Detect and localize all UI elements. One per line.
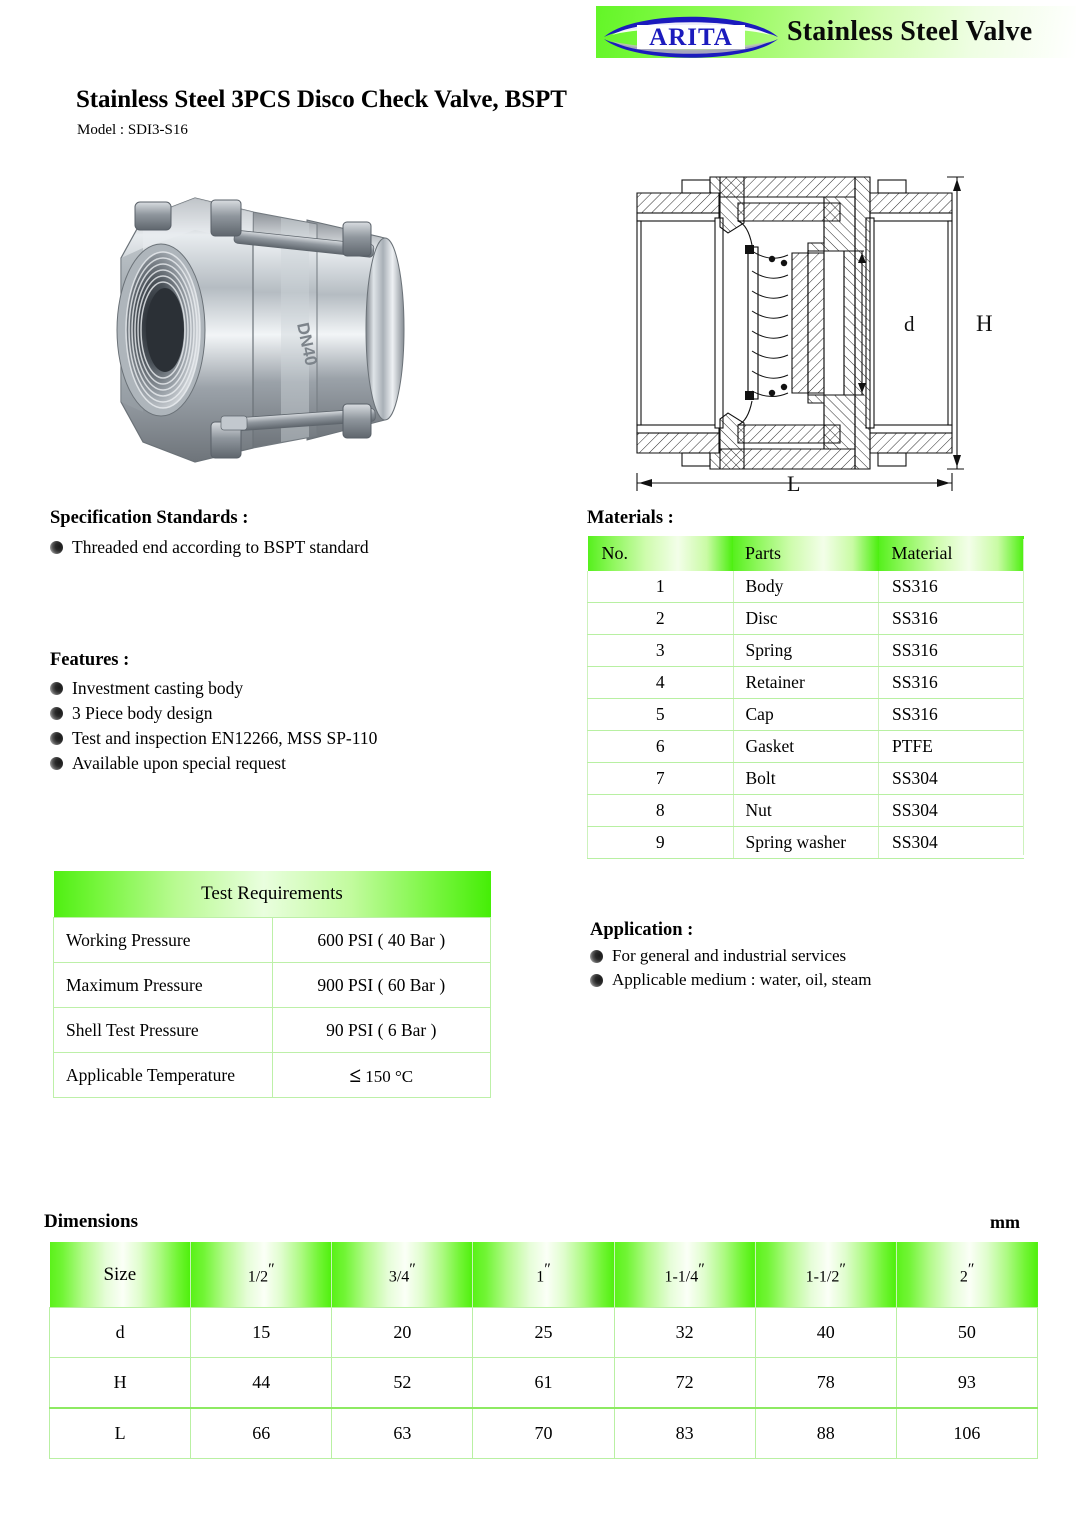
cell-no: 5 bbox=[588, 699, 734, 731]
cell-label: Shell Test Pressure bbox=[54, 1008, 273, 1053]
cell-no: 8 bbox=[588, 795, 734, 827]
cell-part: Retainer bbox=[733, 667, 879, 699]
cell-part: Spring washer bbox=[733, 827, 879, 859]
valve-body-marking: DN40 bbox=[293, 320, 321, 368]
table-header-row bbox=[54, 871, 491, 918]
test-requirements-heading: Test Requirements bbox=[54, 871, 491, 918]
cell-no: 9 bbox=[588, 827, 734, 859]
cell-material: SS316 bbox=[879, 571, 1025, 603]
materials-table-right-border bbox=[1023, 539, 1024, 855]
row-label-d: d bbox=[50, 1308, 191, 1358]
page-header bbox=[0, 0, 1076, 63]
row-label-l: L bbox=[50, 1408, 191, 1459]
cell-part: Spring bbox=[733, 635, 879, 667]
table-row bbox=[54, 963, 491, 1008]
table-row bbox=[588, 731, 1025, 763]
application-heading: Application : bbox=[590, 920, 694, 940]
inch-mark: ″ bbox=[409, 1261, 416, 1279]
dimension-label-h: H bbox=[976, 311, 993, 336]
arita-logo bbox=[600, 6, 782, 60]
inch-mark: ″ bbox=[698, 1261, 705, 1279]
specification-standards-item: Threaded end according to BSPT standard bbox=[72, 537, 369, 557]
column-header-size-1-2 bbox=[191, 1242, 332, 1308]
cell-label: Applicable Temperature bbox=[54, 1053, 273, 1098]
cell-label: Working Pressure bbox=[54, 918, 273, 963]
features-item: Test and inspection EN12266, MSS SP-110 bbox=[72, 728, 378, 748]
cell-part: Gasket bbox=[733, 731, 879, 763]
features-section bbox=[50, 650, 377, 776]
list-item bbox=[50, 701, 377, 726]
application-item: For general and industrial services bbox=[612, 946, 847, 965]
test-requirements-section bbox=[53, 871, 491, 1098]
column-header-size: Size bbox=[50, 1242, 191, 1308]
application-item: Applicable medium : water, oil, steam bbox=[612, 970, 872, 989]
table-row bbox=[588, 571, 1025, 603]
cell-part: Nut bbox=[733, 795, 879, 827]
inch-mark: ″ bbox=[967, 1261, 975, 1279]
cell-l: 66 bbox=[191, 1408, 332, 1459]
cell-l: 106 bbox=[896, 1408, 1037, 1459]
table-row bbox=[588, 603, 1025, 635]
cell-l: 83 bbox=[614, 1408, 755, 1459]
cell-material: SS316 bbox=[879, 603, 1025, 635]
model-number: Model : SDI3-S16 bbox=[77, 122, 188, 138]
cell-d: 50 bbox=[896, 1308, 1037, 1358]
cell-h: 93 bbox=[896, 1358, 1037, 1409]
inch-mark: ″ bbox=[839, 1261, 846, 1279]
header-banner-title: Stainless Steel Valve bbox=[787, 16, 1033, 47]
cell-d: 25 bbox=[473, 1308, 614, 1358]
list-item bbox=[590, 944, 871, 968]
column-header-parts: Parts bbox=[733, 536, 879, 571]
cell-material: PTFE bbox=[879, 731, 1025, 763]
materials-heading: Materials : bbox=[587, 508, 674, 528]
materials-table bbox=[587, 536, 1024, 859]
cell-part: Body bbox=[733, 571, 879, 603]
table-row bbox=[54, 1053, 491, 1098]
list-item bbox=[50, 676, 377, 701]
features-heading: Features : bbox=[50, 650, 130, 670]
cell-value: 900 PSI ( 60 Bar ) bbox=[272, 963, 491, 1008]
size-value: 1/2 bbox=[247, 1268, 269, 1286]
cell-value-temperature bbox=[272, 1053, 491, 1098]
bullet-sphere-icon bbox=[50, 732, 63, 745]
row-label-h: H bbox=[50, 1358, 191, 1409]
table-header-row bbox=[50, 1242, 1038, 1308]
cell-d: 40 bbox=[755, 1308, 896, 1358]
cell-h: 52 bbox=[332, 1358, 473, 1409]
size-value: 2 bbox=[959, 1268, 968, 1286]
cell-d: 20 bbox=[332, 1308, 473, 1358]
svg-text:ARITA: ARITA bbox=[649, 24, 733, 51]
list-item bbox=[50, 535, 369, 560]
cell-material: SS304 bbox=[879, 795, 1025, 827]
dimension-label-d: d bbox=[904, 312, 915, 336]
size-value: 1-1/4 bbox=[664, 1268, 699, 1286]
table-row bbox=[588, 699, 1025, 731]
table-header-row bbox=[588, 536, 1025, 571]
less-than-equal-symbol: ≤ bbox=[349, 1062, 361, 1087]
cell-no: 1 bbox=[588, 571, 734, 603]
cell-material: SS304 bbox=[879, 827, 1025, 859]
dimensions-table bbox=[49, 1242, 1038, 1459]
cell-label: Maximum Pressure bbox=[54, 963, 273, 1008]
dimensions-section bbox=[49, 1242, 1038, 1459]
features-item: 3 Piece body design bbox=[72, 703, 213, 723]
bullet-sphere-icon bbox=[590, 974, 603, 987]
test-requirements-table bbox=[53, 871, 491, 1098]
list-item bbox=[50, 751, 377, 776]
size-value: 3/4 bbox=[388, 1268, 410, 1286]
bullet-sphere-icon bbox=[50, 707, 63, 720]
column-header-size-1-1-2 bbox=[755, 1242, 896, 1308]
column-header-no: No. bbox=[588, 536, 734, 571]
cell-h: 61 bbox=[473, 1358, 614, 1409]
cell-l: 63 bbox=[332, 1408, 473, 1459]
cell-h: 72 bbox=[614, 1358, 755, 1409]
size-value: 1-1/2 bbox=[805, 1268, 840, 1286]
bullet-sphere-icon bbox=[50, 757, 63, 770]
valve-cross-section-drawing bbox=[612, 163, 1012, 503]
features-item: Available upon special request bbox=[72, 753, 286, 773]
column-header-size-1-1-4 bbox=[614, 1242, 755, 1308]
column-header-size-2 bbox=[896, 1242, 1037, 1308]
cell-part: Disc bbox=[733, 603, 879, 635]
cell-part: Bolt bbox=[733, 763, 879, 795]
bullet-sphere-icon bbox=[50, 682, 63, 695]
table-row bbox=[588, 827, 1025, 859]
inch-mark: ″ bbox=[268, 1261, 275, 1279]
table-row bbox=[50, 1408, 1038, 1459]
cell-material: SS316 bbox=[879, 635, 1025, 667]
cell-l: 88 bbox=[755, 1408, 896, 1459]
cell-no: 3 bbox=[588, 635, 734, 667]
cell-no: 4 bbox=[588, 667, 734, 699]
cell-value: 600 PSI ( 40 Bar ) bbox=[272, 918, 491, 963]
specification-standards-heading: Specification Standards : bbox=[50, 508, 249, 528]
cell-d: 32 bbox=[614, 1308, 755, 1358]
cell-material: SS316 bbox=[879, 667, 1025, 699]
column-header-size-3-4 bbox=[332, 1242, 473, 1308]
dimensions-title: Dimensions bbox=[44, 1211, 138, 1232]
cell-h: 78 bbox=[755, 1358, 896, 1409]
cell-d: 15 bbox=[191, 1308, 332, 1358]
bullet-sphere-icon bbox=[590, 950, 603, 963]
specification-standards-section bbox=[50, 508, 369, 560]
bullet-sphere-icon bbox=[50, 541, 63, 554]
dimension-label-l: L bbox=[787, 471, 801, 496]
table-row bbox=[50, 1358, 1038, 1409]
application-section bbox=[590, 920, 871, 992]
cell-no: 7 bbox=[588, 763, 734, 795]
product-photo bbox=[85, 172, 415, 484]
features-item: Investment casting body bbox=[72, 678, 244, 698]
column-header-size-1 bbox=[473, 1242, 614, 1308]
size-value: 1 bbox=[536, 1268, 545, 1286]
table-row bbox=[588, 667, 1025, 699]
cell-l: 70 bbox=[473, 1408, 614, 1459]
table-row bbox=[588, 763, 1025, 795]
table-row bbox=[54, 1008, 491, 1053]
column-header-material: Material bbox=[879, 536, 1025, 571]
inch-mark: ″ bbox=[544, 1261, 551, 1279]
materials-section bbox=[587, 508, 1025, 859]
cell-no: 2 bbox=[588, 603, 734, 635]
page-title: Stainless Steel 3PCS Disco Check Valve, BSPT bbox=[76, 86, 567, 113]
table-row bbox=[54, 918, 491, 963]
table-row bbox=[588, 635, 1025, 667]
list-item bbox=[50, 726, 377, 751]
cell-part: Cap bbox=[733, 699, 879, 731]
dimensions-unit: mm bbox=[990, 1212, 1020, 1232]
table-row bbox=[588, 795, 1025, 827]
temperature-value: 150 °C bbox=[365, 1066, 414, 1086]
cell-material: SS304 bbox=[879, 763, 1025, 795]
cell-material: SS316 bbox=[879, 699, 1025, 731]
cell-h: 44 bbox=[191, 1358, 332, 1409]
table-row bbox=[50, 1308, 1038, 1358]
cell-no: 6 bbox=[588, 731, 734, 763]
list-item bbox=[590, 968, 871, 992]
cell-value: 90 PSI ( 6 Bar ) bbox=[272, 1008, 491, 1053]
